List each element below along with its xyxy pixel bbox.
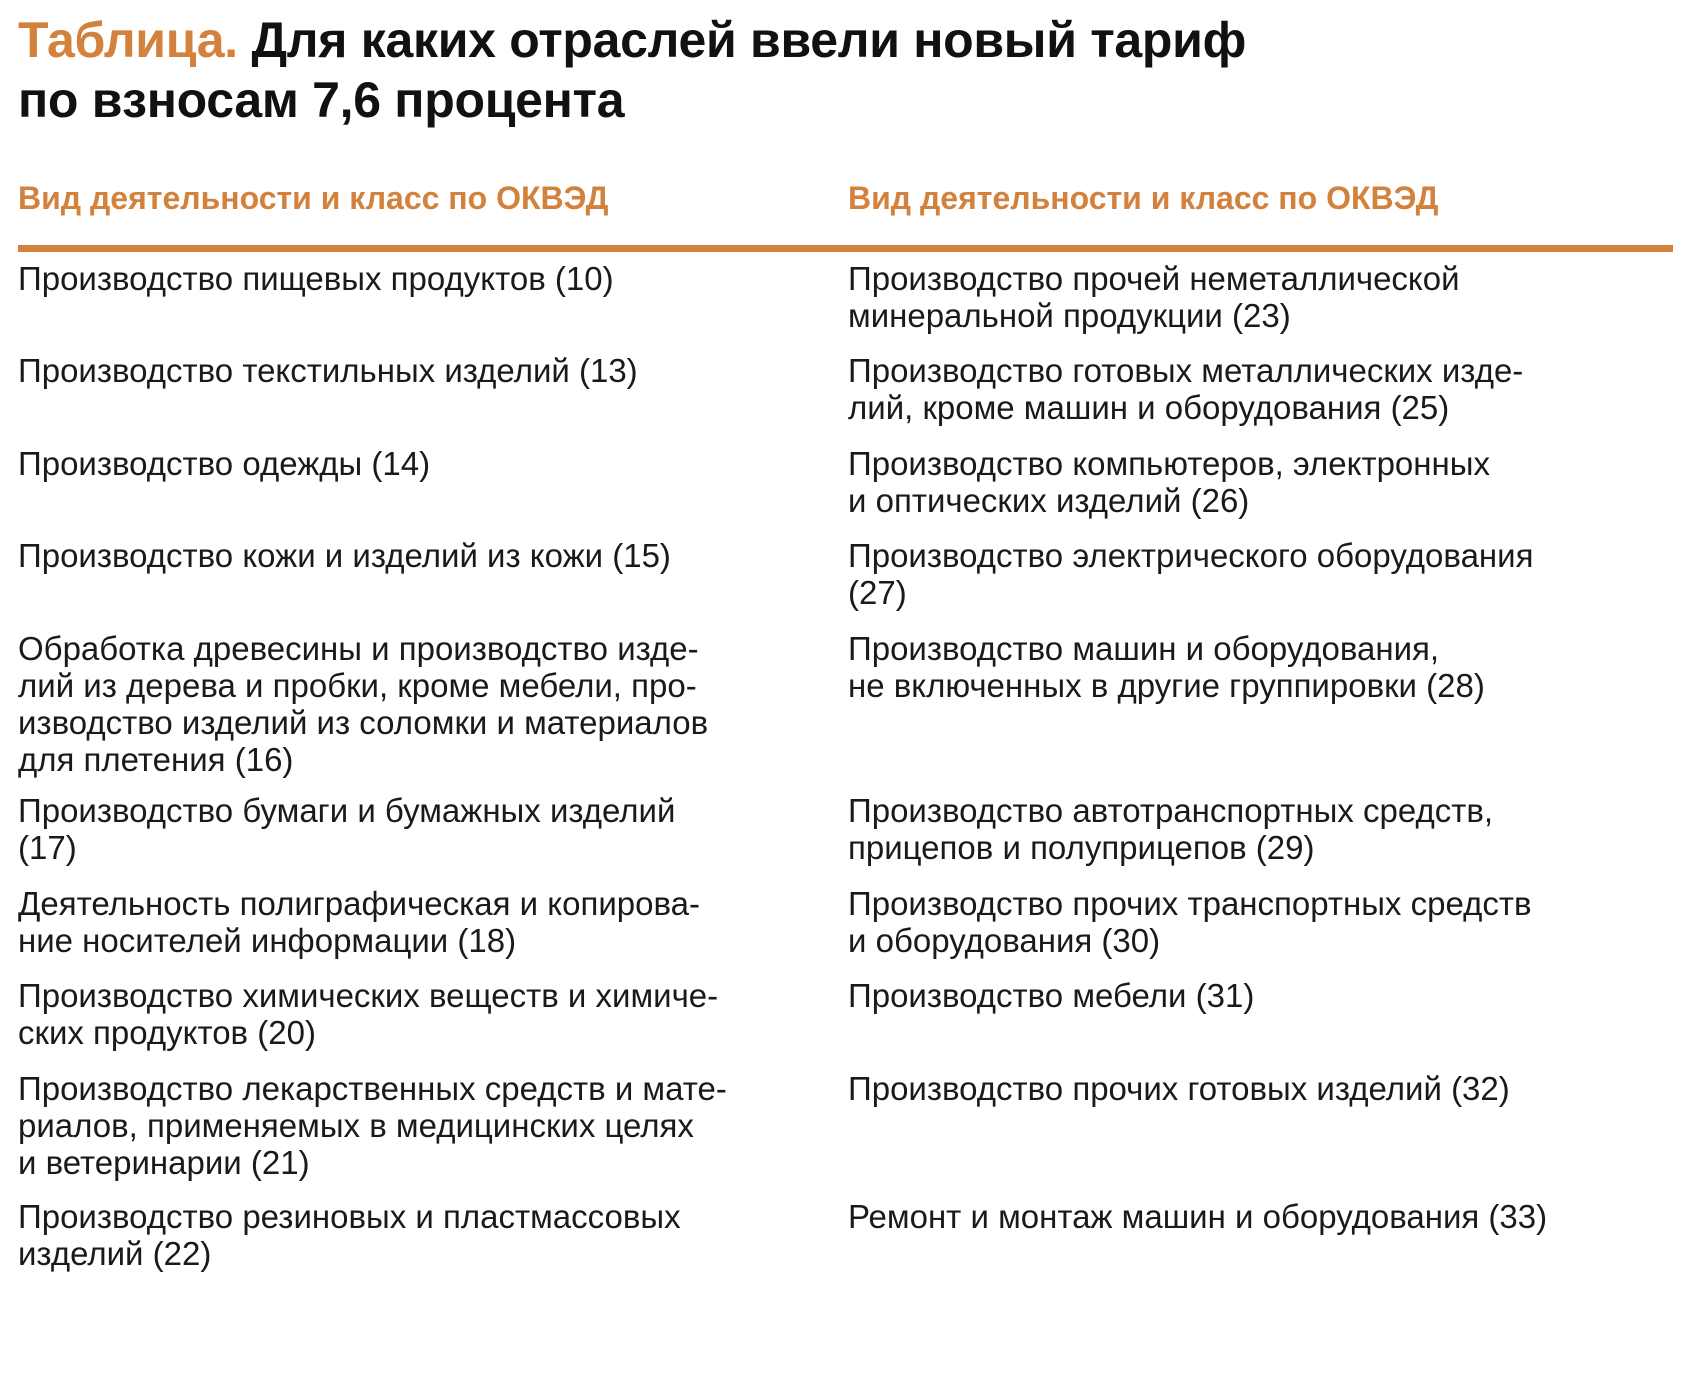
table-cell-right: Производство компьютеров, электронных и оптических изделий (26) [848,445,1490,519]
header-divider [18,245,1673,252]
table-cell-left: Производство кожи и изделий из кожи (15) [18,537,671,574]
document-page [18,0,1668,1272]
title-text: Для каких отраслей ввели новый тариф по взносам 7,6 процента [18,12,1247,128]
table-cell-right: Производство электрического оборудования (27) [848,537,1534,611]
column-header-right: Вид деятельности и класс по ОКВЭД [848,180,1439,216]
table-cell-right: Производство мебели (31) [848,977,1255,1014]
table-cell-left: Производство бумаги и бумажных изделий (17) [18,792,676,866]
table-cell-right: Производство прочих готовых изделий (32) [848,1070,1510,1107]
table-cell-left: Производство пищевых продуктов (10) [18,260,614,297]
table-title [18,10,1668,130]
table-cell-right: Производство готовых металлических изде- лий, кроме машин и оборудования (25) [848,352,1524,426]
table-cell-left: Производство химических веществ и химиче- ских продуктов (20) [18,977,719,1051]
table-cell-right: Производство автотранспортных средств, прицепов и полуприцепов (29) [848,792,1494,866]
table-cell-left: Обработка древесины и производство изде- лий из дерева и пробки, кроме мебели, про- изводство изделий из соломки и материалов для плетения (16) [18,630,709,778]
table-cell-left: Производство лекарственных средств и мате- риалов, применяемых в медицинских целях и ветеринарии (21) [18,1070,727,1181]
table-header [18,178,1668,228]
table-cell-right: Производство прочих транспортных средств и оборудования (30) [848,885,1532,959]
title-lead: Таблица. [18,12,238,68]
table-cell-left: Деятельность полиграфическая и копирова- ние носителей информации (18) [18,885,700,959]
table-cell-left: Производство текстильных изделий (13) [18,352,638,389]
table-cell-left: Производство резиновых и пластмассовых изделий (22) [18,1198,681,1272]
table-cell-right: Производство прочей неметаллической минеральной продукции (23) [848,260,1460,334]
table-cell-right: Ремонт и монтаж машин и оборудования (33) [848,1198,1548,1235]
table-cell-left: Производство одежды (14) [18,445,431,482]
column-header-left: Вид деятельности и класс по ОКВЭД [18,180,609,216]
table-cell-right: Производство машин и оборудования, не включенных в другие группировки (28) [848,630,1485,704]
